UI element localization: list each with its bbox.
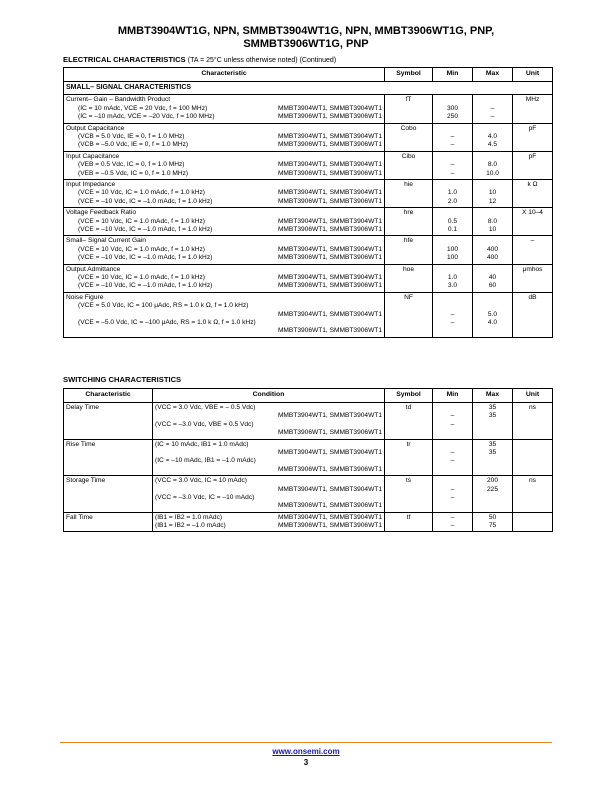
test-condition: (VCE = 10 Vdc, IC = 1.0 mAdc, f = 1.0 kHz)	[78, 273, 205, 281]
condition-line	[66, 198, 382, 206]
characteristic-name: Rise Time	[66, 440, 96, 448]
device-name: MMBT3904WT1, SMMBT3904WT1	[277, 189, 382, 197]
condition-line	[155, 449, 382, 457]
max-value: 8.0	[487, 217, 498, 225]
max-value	[475, 429, 510, 437]
min-cell	[433, 292, 473, 337]
test-condition: (IC = 10 mAdc, IB1 = 1.0 mAdc)	[155, 440, 249, 448]
condition-line	[155, 522, 382, 530]
min-value: 100	[446, 245, 458, 253]
test-condition: (VEB = –0.5 Vdc, IC = 0, f = 1.0 MHz)	[78, 169, 189, 177]
max-value	[475, 302, 510, 310]
col-min: Min	[433, 389, 473, 403]
table-row	[64, 439, 553, 476]
characteristic-name: Small– Signal Current Gain	[66, 237, 146, 245]
condition-line	[66, 141, 382, 149]
min-value	[435, 477, 470, 485]
min-spacer	[435, 153, 470, 161]
document-title-line-2: SMMBT3906WT1G, PNP	[243, 38, 369, 50]
condition-line	[66, 170, 382, 178]
min-spacer	[435, 294, 470, 302]
unit-value: μmhos	[522, 265, 543, 273]
table-row	[64, 95, 553, 123]
min-value	[435, 502, 470, 510]
condition-line	[155, 466, 382, 474]
max-value: 10.0	[486, 169, 499, 177]
device-name: MMBT3906WT1, SMMBT3906WT1	[277, 254, 382, 262]
switching-header-row	[64, 389, 553, 403]
test-condition: (VCE = –10 Vdc, IC = –1.0 mAdc, f = 1.0 kHz)	[78, 225, 213, 233]
min-spacer	[435, 181, 470, 189]
max-value: 4.0	[487, 132, 498, 140]
unit-cell	[513, 95, 553, 123]
max-value: 200	[486, 477, 498, 485]
max-cell	[473, 123, 513, 151]
symbol-cell	[385, 512, 433, 532]
device-name: MMBT3904WT1, SMMBT3904WT1	[277, 133, 382, 140]
symbol-value: hoe	[402, 265, 414, 273]
max-value: 60	[488, 282, 497, 290]
symbol-value: hie	[404, 180, 413, 188]
condition-line	[155, 441, 382, 449]
characteristic-cell	[64, 208, 385, 236]
col-min: Min	[433, 68, 473, 82]
max-value	[475, 421, 510, 429]
col-characteristic: Characteristic	[64, 68, 385, 82]
symbol-cell	[385, 476, 433, 513]
characteristic-cell	[64, 95, 385, 123]
condition-line	[155, 502, 382, 510]
col-symbol: Symbol	[385, 389, 433, 403]
min-cell	[433, 208, 473, 236]
electrical-title-text: ELECTRICAL CHARACTERISTICS	[63, 55, 186, 64]
condition-line	[155, 412, 382, 420]
test-condition: (VCC = 3.0 Vdc, IC = 10 mAdc)	[155, 477, 247, 485]
condition-line	[66, 218, 382, 226]
min-value: –	[450, 420, 455, 428]
col-condition: Condition	[153, 389, 385, 403]
small-signal-section-title: SMALL– SIGNAL CHARACTERISTICS	[64, 82, 553, 95]
min-value	[435, 327, 470, 335]
max-value: 10	[488, 225, 497, 233]
min-value: –	[450, 310, 455, 318]
device-name: MMBT3904WT1, SMMBT3904WT1	[277, 412, 382, 420]
max-value: 4.5	[487, 141, 498, 149]
min-cell	[433, 264, 473, 292]
unit-cell	[513, 236, 553, 264]
unit-cell	[513, 264, 553, 292]
device-name: MMBT3906WT1, SMMBT3906WT1	[277, 465, 382, 473]
characteristic-name: Input Capacitance	[66, 152, 120, 160]
device-name: MMBT3904WT1, SMMBT3904WT1	[277, 485, 382, 493]
max-value: 10	[488, 189, 497, 197]
condition-cell	[153, 403, 385, 440]
col-unit: Unit	[513, 68, 553, 82]
test-condition: (IB1 = IB2 = –1.0 mAdc)	[155, 522, 226, 530]
min-cell	[433, 151, 473, 179]
unit-cell	[513, 439, 553, 476]
max-spacer	[475, 96, 510, 104]
max-value	[475, 466, 510, 474]
condition-line	[66, 254, 382, 262]
max-value	[475, 327, 510, 335]
unit-cell	[513, 208, 553, 236]
test-condition: (VCE = 10 Vdc, IC = 1.0 mAdc, f = 1.0 kHz)	[78, 245, 205, 253]
test-condition: (VCC = 3.0 Vdc, VBE = – 0.5 Vdc)	[155, 404, 256, 411]
min-cell	[433, 95, 473, 123]
table-row	[64, 476, 553, 513]
min-cell	[433, 179, 473, 207]
min-value: –	[450, 132, 455, 140]
device-name: MMBT3904WT1, SMMBT3904WT1	[277, 273, 382, 281]
condition-cell	[153, 439, 385, 476]
device-name: MMBT3904WT1, SMMBT3904WT1	[277, 104, 382, 112]
max-value: 50	[488, 513, 497, 521]
symbol-value: hfe	[403, 237, 414, 245]
max-value: 40	[488, 273, 497, 281]
symbol-cell	[385, 236, 433, 264]
device-name: MMBT3906WT1, SMMBT3906WT1	[277, 169, 382, 177]
min-spacer	[435, 237, 470, 245]
symbol-cell	[385, 264, 433, 292]
table-row	[64, 208, 553, 236]
max-value: 8.0	[487, 161, 498, 169]
max-cell	[473, 476, 513, 513]
max-value: 75	[488, 522, 497, 530]
small-signal-section-row	[64, 82, 553, 95]
max-cell	[473, 151, 513, 179]
device-name: MMBT3904WT1, SMMBT3904WT1	[277, 245, 382, 253]
characteristic-cell	[64, 123, 385, 151]
col-max: Max	[473, 389, 513, 403]
symbol-value: tr	[406, 440, 411, 448]
max-value: 35	[488, 448, 497, 456]
footer-divider	[60, 742, 552, 743]
min-cell	[433, 476, 473, 513]
max-cell	[473, 264, 513, 292]
min-value: –	[450, 513, 455, 521]
device-name: MMBT3904WT1, SMMBT3904WT1	[277, 161, 382, 169]
symbol-value: hre	[403, 209, 414, 217]
test-condition: (VCE = 5.0 Vdc, IC = 100 μAdc, RS = 1.0 k Ω, f = 1.0 kHz)	[78, 302, 249, 310]
condition-line	[66, 161, 382, 169]
condition-cell	[153, 476, 385, 513]
condition-line	[155, 514, 382, 522]
switching-characteristics-table	[63, 388, 553, 532]
min-value	[435, 404, 470, 412]
max-value: –	[490, 113, 495, 121]
device-name: MMBT3906WT1, SMMBT3906WT1	[277, 113, 382, 121]
condition-line	[66, 327, 382, 335]
min-spacer	[435, 125, 470, 133]
min-value: 0.5	[447, 217, 458, 225]
unit-value: –	[530, 237, 535, 245]
condition-line	[155, 429, 382, 437]
test-condition: (VCB = –5.0 Vdc, IE = 0, f = 1.0 MHz)	[78, 141, 189, 149]
min-value	[435, 466, 470, 474]
condition-line	[66, 319, 382, 327]
device-name: MMBT3904WT1, SMMBT3904WT1	[277, 217, 382, 225]
min-value: –	[450, 412, 455, 420]
min-value: 0.1	[447, 225, 458, 233]
unit-cell	[513, 403, 553, 440]
device-name: MMBT3904WT1, SMMBT3904WT1	[277, 310, 382, 318]
symbol-cell	[385, 292, 433, 337]
characteristic-name: Noise Figure	[66, 293, 104, 301]
max-value	[475, 457, 510, 465]
electrical-characteristics-title	[63, 55, 336, 64]
footer-website-link[interactable]: www.onsemi.com	[272, 747, 340, 756]
characteristic-cell	[64, 439, 153, 476]
characteristic-cell	[64, 476, 153, 513]
max-value: 400	[486, 245, 498, 253]
unit-value: ns	[529, 404, 536, 411]
max-spacer	[475, 125, 510, 133]
unit-cell	[513, 151, 553, 179]
device-name: MMBT3904WT1, SMMBT3904WT1	[277, 513, 382, 521]
min-value: –	[450, 457, 455, 465]
min-cell	[433, 439, 473, 476]
table-row	[64, 264, 553, 292]
col-symbol: Symbol	[385, 68, 433, 82]
max-spacer	[475, 181, 510, 189]
condition-line	[66, 282, 382, 290]
unit-cell	[513, 179, 553, 207]
max-value: 225	[486, 485, 498, 493]
min-value: –	[450, 318, 455, 326]
condition-line	[66, 246, 382, 254]
max-cell	[473, 403, 513, 440]
min-cell	[433, 512, 473, 532]
characteristic-name: Current– Gain – Bandwidth Product	[66, 96, 171, 104]
min-value: –	[450, 141, 455, 149]
symbol-value: tf	[406, 513, 411, 521]
device-name: MMBT3906WT1, SMMBT3906WT1	[277, 327, 382, 335]
test-condition: (IC = 10 mAdc, VCE = 20 Vdc, f = 100 MHz)	[78, 104, 208, 112]
device-name: MMBT3906WT1, SMMBT3906WT1	[277, 141, 382, 149]
test-condition: (VCE = –10 Vdc, IC = –1.0 mAdc, f = 1.0 kHz)	[78, 197, 213, 205]
device-name: MMBT3906WT1, SMMBT3906WT1	[277, 197, 382, 205]
table-row	[64, 179, 553, 207]
characteristic-name: Output Capacitance	[66, 124, 125, 132]
max-cell	[473, 292, 513, 337]
characteristic-name: Delay Time	[66, 404, 99, 411]
characteristic-cell	[64, 151, 385, 179]
condition-line	[155, 486, 382, 494]
symbol-value: td	[405, 404, 412, 411]
electrical-subtitle: (TA = 25°C unless otherwise noted) (Continued)	[187, 57, 337, 64]
test-condition: (VCE = 10 Vdc, IC = 1.0 mAdc, f = 1.0 kHz)	[78, 189, 205, 197]
condition-line	[155, 494, 382, 502]
symbol-cell	[385, 179, 433, 207]
document-title-line-1: MMBT3904WT1G, NPN, SMMBT3904WT1G, NPN, MMBT3906WT1G, PNP,	[117, 25, 495, 37]
min-value	[435, 441, 470, 449]
max-value: 400	[486, 254, 498, 262]
symbol-value: fT	[405, 96, 412, 104]
min-cell	[433, 403, 473, 440]
max-cell	[473, 439, 513, 476]
condition-line	[66, 189, 382, 197]
min-value: –	[450, 485, 455, 493]
table-row	[64, 512, 553, 532]
characteristic-cell	[64, 512, 153, 532]
condition-line	[66, 105, 382, 113]
condition-line	[155, 421, 382, 429]
device-name: MMBT3904WT1, SMMBT3904WT1	[277, 448, 382, 456]
min-value: –	[450, 522, 455, 530]
characteristic-name: Input Impedance	[66, 180, 116, 188]
characteristic-name: Voltage Feedback Ratio	[66, 209, 137, 217]
max-spacer	[475, 209, 510, 217]
min-value: –	[450, 161, 455, 169]
condition-line	[66, 113, 382, 121]
min-value: 1.0	[447, 189, 458, 197]
max-value: 5.0	[487, 310, 498, 318]
max-value	[475, 494, 510, 502]
max-spacer	[475, 266, 510, 274]
max-cell	[473, 512, 513, 532]
condition-line	[66, 133, 382, 141]
characteristic-cell	[64, 292, 385, 337]
test-condition: (VEB = 0.5 Vdc, IC = 0, f = 1.0 MHz)	[78, 161, 185, 169]
unit-cell	[513, 512, 553, 532]
unit-value: k Ω	[527, 180, 538, 188]
col-unit: Unit	[513, 389, 553, 403]
max-value: 12	[488, 197, 497, 205]
unit-value: MHz	[525, 96, 540, 104]
symbol-value: NF	[404, 293, 413, 301]
device-name: MMBT3906WT1, SMMBT3906WT1	[277, 502, 382, 510]
device-name: MMBT3906WT1, SMMBT3906WT1	[277, 429, 382, 437]
switching-characteristics-title: SWITCHING CHARACTERISTICS	[63, 375, 182, 384]
max-value: 35	[488, 412, 497, 420]
characteristic-name: Output Admittance	[66, 265, 121, 273]
characteristic-cell	[64, 403, 153, 440]
max-spacer	[475, 294, 510, 302]
max-spacer	[475, 153, 510, 161]
symbol-value: ts	[405, 477, 412, 485]
min-value: 100	[446, 254, 458, 262]
max-cell	[473, 95, 513, 123]
unit-cell	[513, 123, 553, 151]
characteristic-cell	[64, 264, 385, 292]
min-value: 1.0	[447, 273, 458, 281]
condition-cell	[153, 512, 385, 532]
table-row	[64, 151, 553, 179]
min-spacer	[435, 96, 470, 104]
min-spacer	[435, 266, 470, 274]
condition-line	[66, 311, 382, 319]
test-condition: (VCB = 5.0 Vdc, IE = 0, f = 1.0 MHz)	[78, 133, 185, 140]
min-value: –	[450, 169, 455, 177]
condition-line	[66, 274, 382, 282]
unit-cell	[513, 292, 553, 337]
test-condition: (VCC = –3.0 Vdc, IC = –10 mAdc)	[155, 493, 255, 501]
max-cell	[473, 208, 513, 236]
max-cell	[473, 179, 513, 207]
min-value: 250	[446, 113, 458, 121]
max-value: 35	[488, 404, 497, 411]
test-condition: (VCE = –10 Vdc, IC = –1.0 mAdc, f = 1.0 kHz)	[78, 254, 213, 262]
device-name: MMBT3906WT1, SMMBT3906WT1	[277, 225, 382, 233]
max-value: 4.0	[487, 318, 498, 326]
col-characteristic: Characteristic	[64, 389, 153, 403]
symbol-value: Cibo	[401, 152, 416, 160]
unit-value: pF	[528, 124, 537, 132]
min-spacer	[435, 209, 470, 217]
device-name: MMBT3906WT1, SMMBT3906WT1	[277, 282, 382, 290]
min-value: 3.0	[447, 282, 458, 290]
min-value	[435, 302, 470, 310]
table-row	[64, 292, 553, 337]
col-max: Max	[473, 68, 513, 82]
electrical-header-row	[64, 68, 553, 82]
max-value	[475, 502, 510, 510]
unit-cell	[513, 476, 553, 513]
symbol-cell	[385, 208, 433, 236]
min-value	[435, 429, 470, 437]
characteristic-name: Fall Time	[66, 513, 93, 521]
condition-line	[66, 302, 382, 310]
table-row	[64, 236, 553, 264]
max-cell	[473, 236, 513, 264]
characteristic-cell	[64, 236, 385, 264]
test-condition: (IB1 = IB2 = 1.0 mAdc)	[155, 513, 223, 521]
min-value: 2.0	[447, 197, 458, 205]
unit-value: ns	[529, 477, 536, 485]
max-value: 35	[488, 440, 497, 448]
max-spacer	[475, 237, 510, 245]
test-condition: (IC = –10 mAdc, IB1 = –1.0 mAdc)	[155, 457, 256, 465]
condition-line	[155, 404, 382, 412]
table-row	[64, 123, 553, 151]
condition-line	[66, 226, 382, 234]
electrical-characteristics-table	[63, 67, 553, 338]
device-name: MMBT3906WT1, SMMBT3906WT1	[277, 522, 382, 530]
condition-line	[155, 477, 382, 485]
symbol-cell	[385, 95, 433, 123]
table-row	[64, 403, 553, 440]
symbol-cell	[385, 439, 433, 476]
unit-value: dB	[528, 293, 537, 301]
test-condition: (VCE = 10 Vdc, IC = 1.0 mAdc, f = 1.0 kHz)	[78, 217, 205, 225]
test-condition: (VCE = –10 Vdc, IC = –1.0 mAdc, f = 1.0 kHz)	[78, 282, 213, 290]
characteristic-cell	[64, 179, 385, 207]
unit-value: pF	[528, 152, 537, 160]
symbol-cell	[385, 151, 433, 179]
test-condition: (VCC = –3.0 Vdc, VBE = 0.5 Vdc)	[155, 420, 254, 428]
min-value: –	[450, 493, 455, 501]
min-cell	[433, 123, 473, 151]
condition-line	[155, 457, 382, 465]
page-number: 3	[303, 758, 309, 767]
test-condition: (VCE = –5.0 Vdc, IC = –100 μAdc, RS = 1.0 k Ω, f = 1.0 kHz)	[78, 318, 256, 326]
unit-value: X 10–4	[522, 209, 543, 217]
max-value: –	[490, 104, 495, 112]
min-value: 300	[446, 104, 458, 112]
symbol-value: Cobo	[400, 124, 417, 132]
test-condition: (IC = –10 mAdc, VCE = –20 Vdc, f = 100 MHz)	[78, 113, 215, 121]
characteristic-name: Storage Time	[66, 477, 106, 485]
min-value: –	[450, 448, 455, 456]
min-cell	[433, 236, 473, 264]
symbol-cell	[385, 123, 433, 151]
symbol-cell	[385, 403, 433, 440]
